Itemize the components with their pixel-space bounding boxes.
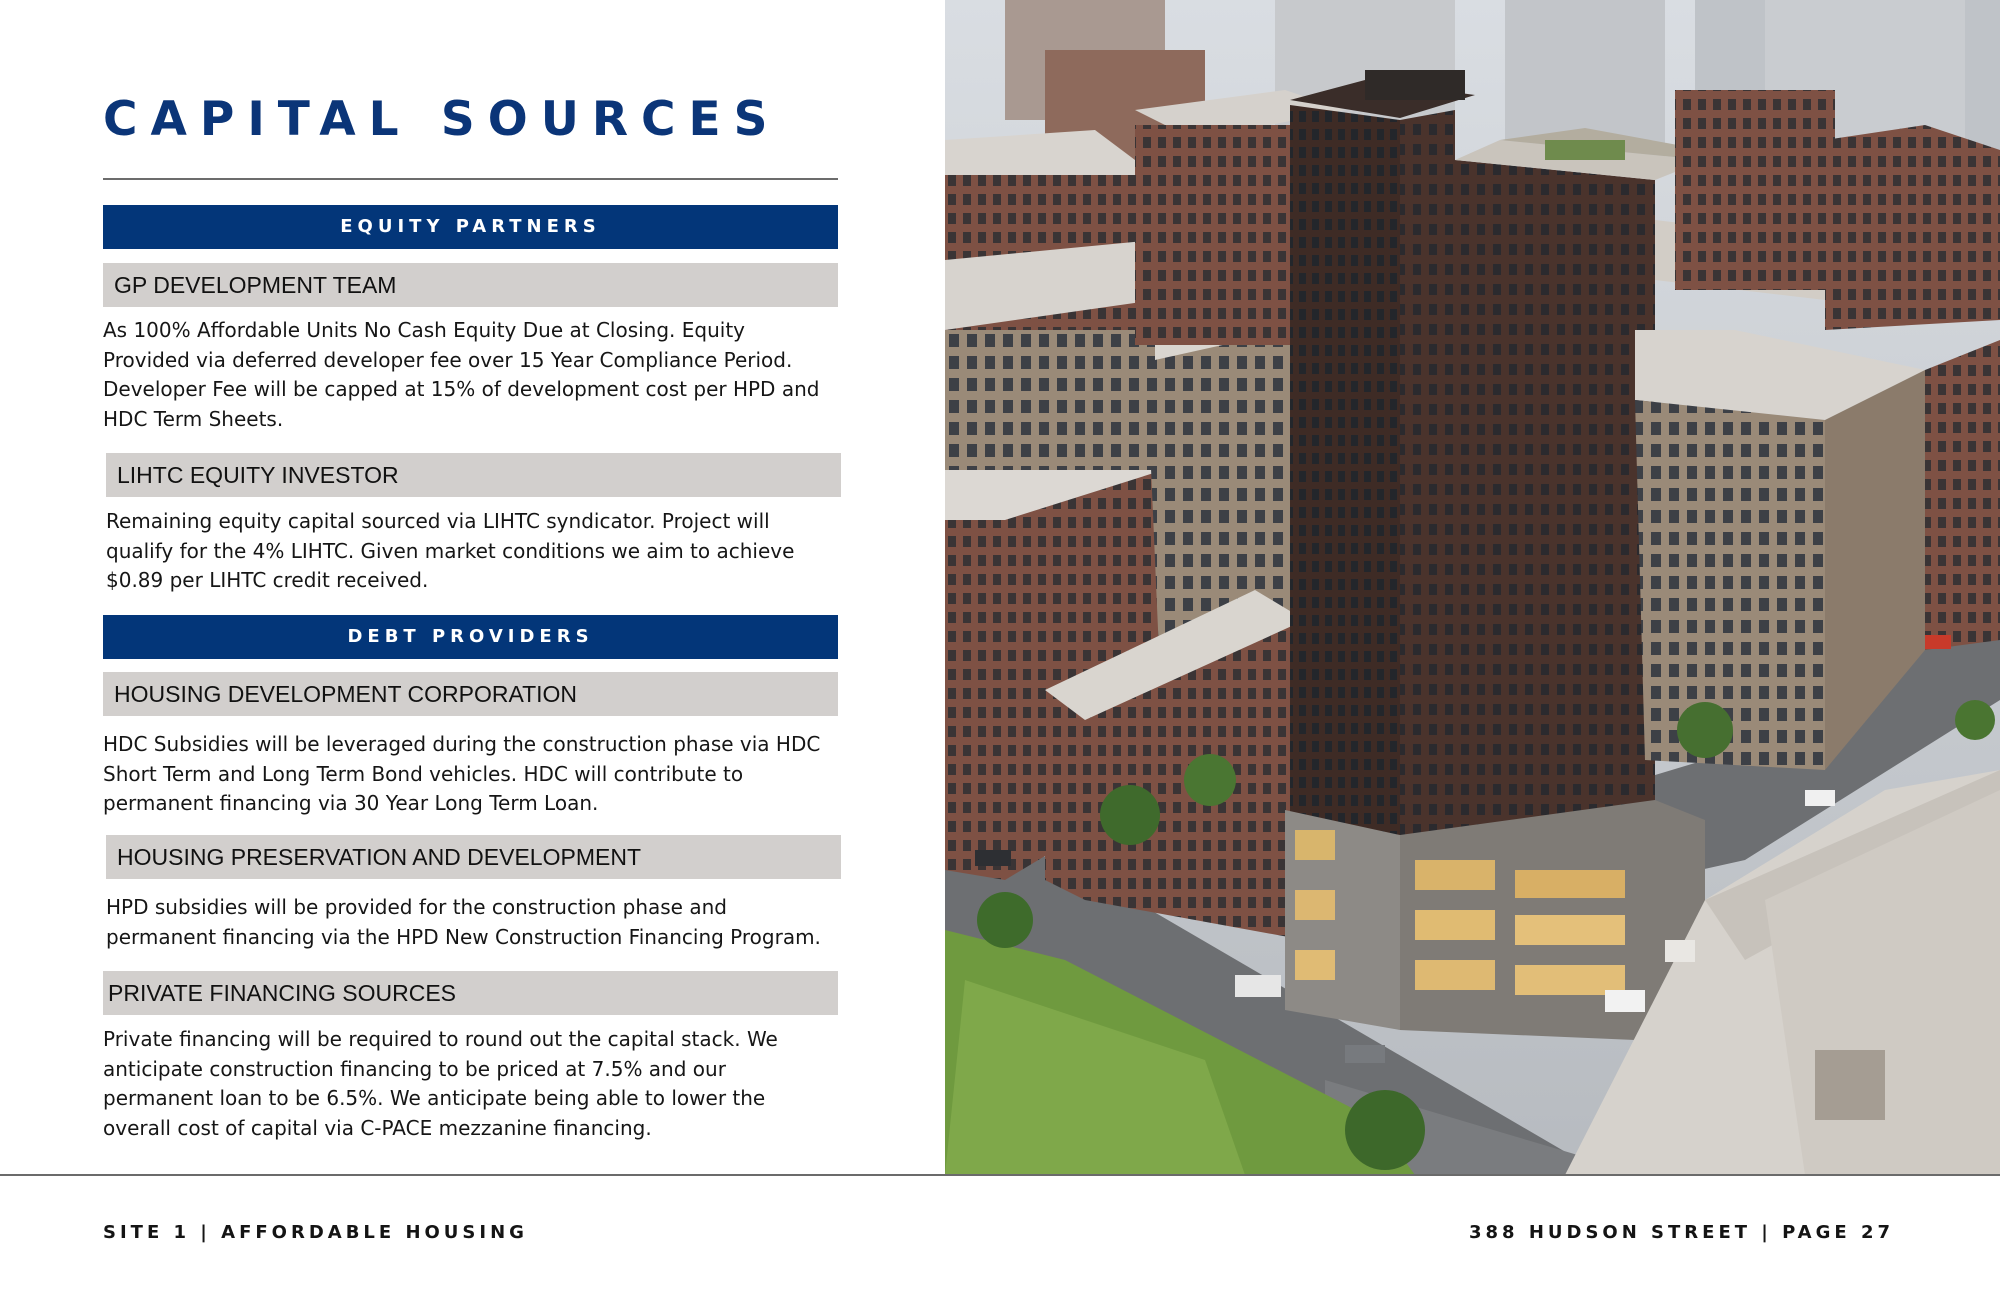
footer-right-label: 388 HUDSON STREET | PAGE 27: [1469, 1222, 1894, 1243]
subheading-gp-development-team: GP DEVELOPMENT TEAM: [103, 263, 838, 307]
paragraph-gp-development-team: As 100% Affordable Units No Cash Equity Due at Closing. Equity Provided via deferred developer fee over 15 Year Compliance Period. Developer Fee will be capped at 15% of development cost per HPD and HDC Term Sheets.: [103, 318, 820, 431]
subheading-private-financing-sources: PRIVATE FINANCING SOURCES: [103, 971, 838, 1015]
subheading-housing-preservation-and-development: HOUSING PRESERVATION AND DEVELOPMENT: [106, 835, 841, 879]
aerial-rendering-image: [945, 0, 2000, 1175]
paragraph-housing-development-corporation: HDC Subsidies will be leveraged during the construction phase via HDC Short Term and Long Term Bond vehicles. HDC will contribute to permanent financing via 30 Year Long Term Loan.: [103, 732, 821, 815]
section-heading-equity-partners: EQUITY PARTNERS: [103, 205, 838, 249]
section-heading-debt-providers: DEBT PROVIDERS: [103, 615, 838, 659]
paragraph-lihtc-equity-investor: Remaining equity capital sourced via LIHTC syndicator. Project will qualify for the 4% LIHTC. Given market conditions we aim to achieve $0.89 per LIHTC credit received.: [106, 509, 795, 592]
page-title: CAPITAL SOURCES: [103, 92, 781, 147]
subheading-lihtc-equity-investor: LIHTC EQUITY INVESTOR: [106, 453, 841, 497]
paragraph-housing-preservation-and-development: HPD subsidies will be provided for the construction phase and permanent financing via the HPD New Construction Financing Program.: [106, 895, 821, 949]
footer-left-label: SITE 1 | AFFORDABLE HOUSING: [103, 1222, 528, 1243]
content-column: [0, 0, 945, 1175]
footer-divider: [0, 1174, 2000, 1176]
paragraph-private-financing-sources: Private financing will be required to round out the capital stack. We anticipate construction financing to be priced at 7.5% and our permanent loan to be 6.5%. We anticipate being able to lower the overall cost of capital via C-PACE mezzanine financing.: [103, 1027, 778, 1140]
subheading-housing-development-corporation: HOUSING DEVELOPMENT CORPORATION: [103, 672, 838, 716]
title-rule: [103, 178, 838, 180]
